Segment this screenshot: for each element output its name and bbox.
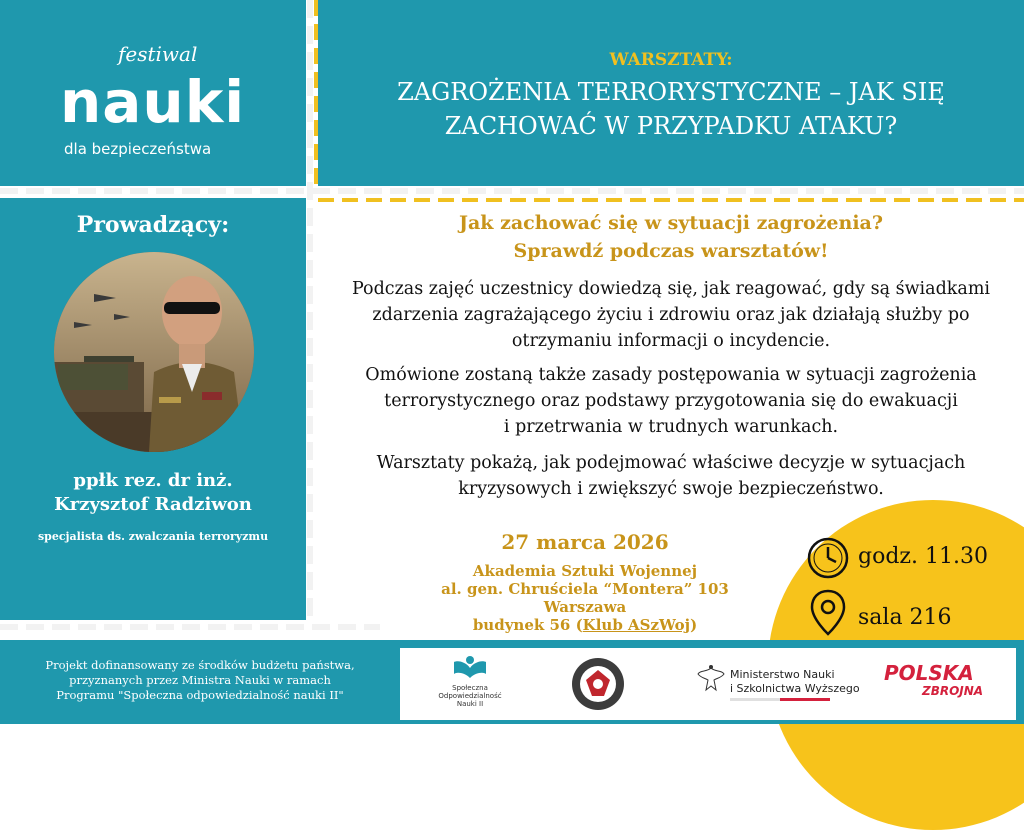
ministry-flag [730,698,830,701]
footer-notch [380,624,400,640]
clock-icon [806,536,850,580]
presenter-name-1: ppłk rez. dr inż. [73,470,233,491]
accent-vertical [314,0,318,186]
paragraph-2-line-3: i przetrwania w trudnych warunkach. [503,417,839,437]
polska-zbrojna-line-2: ZBROJNA [922,684,984,698]
event-time: godz. 11.30 [858,544,988,569]
lead-line-2: Sprawdź podczas warsztatów! [513,240,829,262]
paragraph-1-line-2: zdarzenia zagrażającego życiu i zdrowiu oraz jak działają służby po [372,305,970,325]
presenter-panel [0,198,306,620]
presenter-role: specjalista ds. zwalczania terroryzmu [37,530,269,543]
presenter-photo-illustration [54,252,254,452]
paragraph-1 [318,276,1024,354]
separator-horizontal [0,188,1024,194]
ministry-logo [696,664,866,704]
funding-note-line-3: Programu "Społeczna odpowiedzialność nauki II" [56,688,344,702]
logo-main: nauki [60,68,246,136]
paragraph-2 [318,362,1024,440]
event-room: sala 216 [858,605,952,630]
header-kicker: WARSZTATY: [609,50,733,70]
accent-horizontal [318,198,1024,202]
presenter-name-2: Krzysztof Radziwon [54,494,252,515]
logo-sub: dla bezpieczeństwa [64,140,212,158]
location-pin-icon [808,588,848,638]
header-title-2: ZACHOWAĆ W PRZYPADKU ATAKU? [444,112,898,140]
event-date: 27 marca 2026 [501,530,669,554]
partner-logos-bar [400,648,1016,720]
presenter-photo [54,252,254,452]
paragraph-3 [318,450,1024,502]
header-panel [318,0,1024,186]
ministry-name-2: i Szkolnictwa Wyższego [730,682,860,695]
funding-note-line-1: Projekt dofinansowany ze środków budżetu państwa, [45,658,355,672]
header-title-1: ZAGROŻENIA TERRORYSTYCZNE – JAK SIĘ [397,78,945,106]
separator-vertical [307,0,313,620]
logo-script: festiwal [118,42,198,66]
event-venue: Akademia Sztuki Wojennej [472,562,698,580]
lead-line-1: Jak zachować się w sytuacji zagrożenia? [458,212,883,234]
book-icon [452,654,488,680]
event-city: Warszawa [543,598,627,616]
logo-panel [0,0,306,186]
polska-zbrojna-line-1: POLSKA [884,661,974,685]
son-logo [420,654,520,708]
ministry-name-1: Ministerstwo Nauki [730,668,835,681]
event-building-link[interactable]: Klub ASzWoj [582,616,691,634]
paragraph-2-line-1: Omówione zostaną także zasady postępowania w sytuacji zagrożenia [365,365,977,385]
paragraph-1-line-3: otrzymaniu informacji o incydencie. [511,331,831,351]
son-logo-line-2: Odpowiedzialność [438,692,502,700]
event-building [420,616,750,634]
polska-zbrojna-logo [884,662,1000,710]
paragraph-3-line-2: kryzysowych i zwiększyć swoje bezpieczeństwo. [458,479,884,499]
funding-note [10,658,390,703]
paragraph-1-line-1: Podczas zajęć uczestnicy dowiedzą się, jak reagować, gdy są świadkami [351,279,991,299]
academy-emblem [570,656,626,712]
presenter-heading: Prowadzący: [76,212,230,238]
paragraph-3-line-1: Warsztaty pokażą, jak podejmować właściwe decyzje w sytuacjach [376,453,966,473]
event-building-suffix: ) [690,616,698,634]
funding-note-line-2: przyznanych przez Ministra Nauki w ramach [69,673,331,687]
footer-separator [0,624,380,630]
event-building-prefix: budynek 56 ( [472,616,583,634]
paragraph-2-line-2: terrorystycznego oraz podstawy przygotowania się do ewakuacji [384,391,958,411]
son-logo-line-3: Nauki II [456,700,484,708]
son-logo-line-1: Społeczna [452,684,488,692]
eagle-icon [696,664,726,698]
event-street: al. gen. Chruściela “Montera” 103 [441,580,729,598]
